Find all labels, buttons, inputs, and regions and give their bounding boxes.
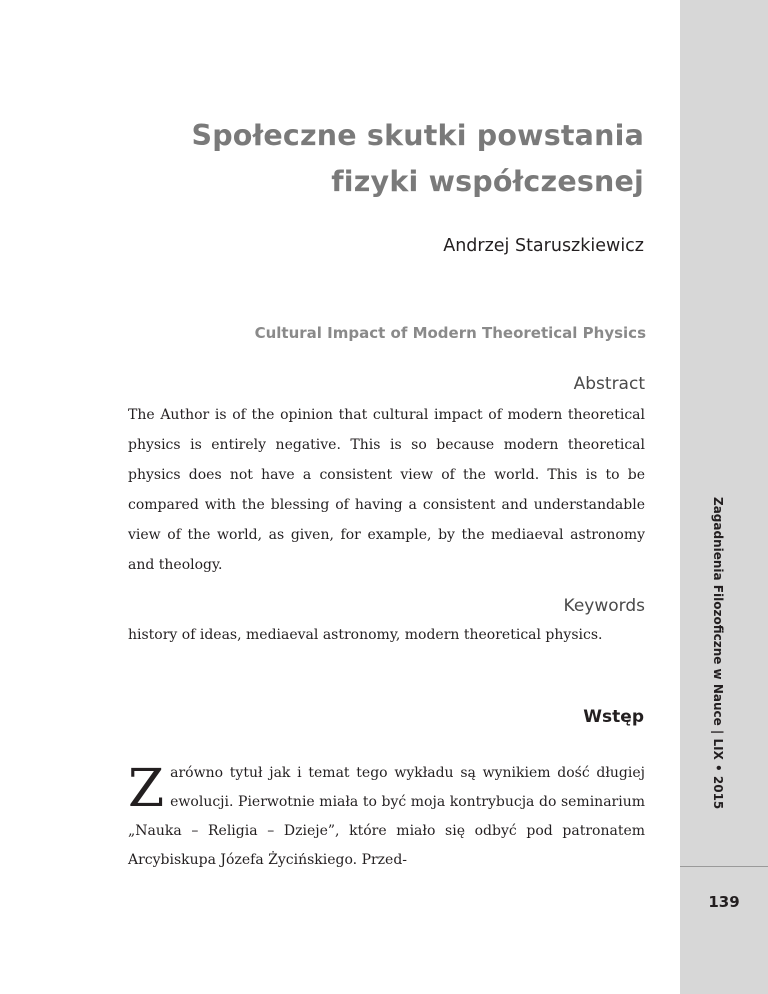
- section-heading: Wstęp: [583, 707, 644, 727]
- sidebar-divider: [680, 866, 768, 867]
- abstract-label: Abstract: [573, 374, 645, 394]
- abstract-text: The Author is of the opinion that cultural impact of modern theoretical physics is entirely negative. This is so because modern theoretical physics does not have a consistent view of the world. This is to be compared with the blessing of having a consistent and understandable view of the world, as given, for example, by the mediaeval astronomy and theology.: [128, 407, 645, 573]
- body-paragraph: [128, 759, 645, 875]
- article-title-line-2: fizyki współczesnej: [331, 165, 644, 198]
- article-title: [120, 113, 644, 205]
- journal-name-vertical: Zagadnienia Filozoficzne w Nauce | LIX • 2015: [711, 497, 725, 810]
- article-title-line-1: Społeczne skutki powstania: [191, 119, 644, 152]
- english-title: Cultural Impact of Modern Theoretical Physics: [254, 324, 646, 342]
- page-number: 139: [708, 893, 740, 911]
- keywords-text: history of ideas, mediaeval astronomy, modern theoretical physics.: [128, 627, 603, 643]
- drop-cap: Z: [128, 759, 165, 819]
- body-paragraph-text: arówno tytuł jak i temat tego wykładu są wynikiem dość długiej ewolucji. Pierwotnie miała to być moja kontrybucja do seminarium „Nauka – Religia – Dzieje”, które miało się odbyć pod patronatem Arcybiskupa Józefa Życińskiego. Przed-: [128, 765, 645, 868]
- article-author: Andrzej Staruszkiewicz: [443, 236, 644, 256]
- keywords-label: Keywords: [563, 596, 645, 616]
